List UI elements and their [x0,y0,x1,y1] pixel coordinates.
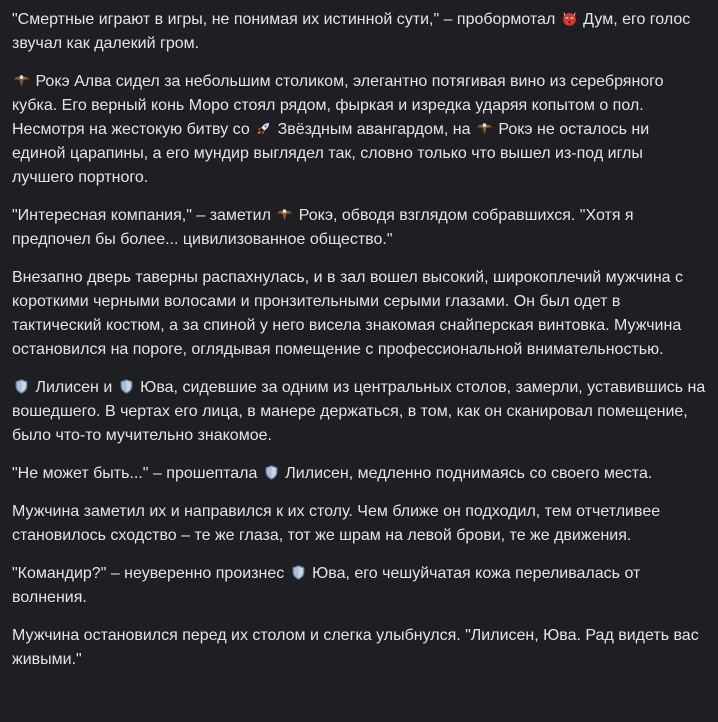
message-paragraph [12,70,706,190]
shield-icon [118,378,135,395]
paragraph-text: Юва, его чешуйчатая кожа переливалась от волнения. [12,565,641,606]
paragraph-text: Мужчина остановился перед их столом и слегка улыбнулся. "Лилисен, Юва. Рад видеть вас живыми." [12,627,699,668]
message-paragraph [12,562,706,610]
paragraph-text: Мужчина заметил их и направился к их столу. Чем ближе он подходил, тем отчетливее становилось сходство – те же глаза, тот же шрам на левой брови, те же движения. [12,503,661,544]
paragraph-text: Лилисен и [31,379,117,396]
rocket-icon [255,120,272,137]
message-paragraph [12,462,706,486]
paragraph-text: "Смертные играют в игры, не понимая их истинной сути," – пробормотал [12,11,560,28]
message-paragraph [12,8,706,56]
message-paragraph [12,266,706,362]
message-paragraph [12,624,706,672]
eagle-icon [476,120,493,137]
paragraph-text: Лилисен, медленно поднимаясь со своего места. [280,465,653,482]
message-paragraph [12,376,706,448]
eagle-icon [13,72,30,89]
paragraph-text: "Интересная компания," – заметил [12,207,276,224]
paragraph-text: Юва, сидевшие за одним из центральных столов, замерли, уставившись на вошедшего. В чертах его лица, в манере держаться, в том, как он сканировал помещение, было что-то мучительно знакомое. [12,379,706,444]
shield-icon [263,464,280,481]
paragraph-text: Рокэ, обводя взглядом собравшихся. "Хотя я предпочел бы более... цивилизованное общество." [12,207,634,248]
ogre-face-icon [561,10,578,27]
shield-icon [290,564,307,581]
paragraph-text: "Не может быть..." – прошептала [12,465,262,482]
eagle-icon [276,206,293,223]
message-paragraph [12,204,706,252]
paragraph-text: Звёздным авангардом, на [273,121,475,138]
paragraph-text: Рокэ Алва сидел за небольшим столиком, элегантно потягивая вино из серебряного кубка. Его верный конь Моро стоял рядом, фыркая и изредка ударяя копытом о пол. Несмотря на жестокую битву со [12,73,664,138]
paragraph-text: Дум, его голос звучал как далекий гром. [12,11,691,52]
paragraph-text: "Командир?" – неуверенно произнес [12,565,289,582]
shield-icon [13,378,30,395]
paragraph-text: Рокэ не осталось ни единой царапины, а его мундир выглядел так, словно только что вышел из-под иглы лучшего портного. [12,121,650,186]
message-paragraph [12,500,706,548]
paragraph-text: Внезапно дверь таверны распахнулась, и в зал вошел высокий, широкоплечий мужчина с короткими черными волосами и пронзительными серыми глазами. Он был одет в тактический костюм, а за спиной у него висела знакомая снайперская винтовка. Мужчина остановился на пороге, оглядывая помещение с профессиональной внимательностью. [12,269,684,358]
